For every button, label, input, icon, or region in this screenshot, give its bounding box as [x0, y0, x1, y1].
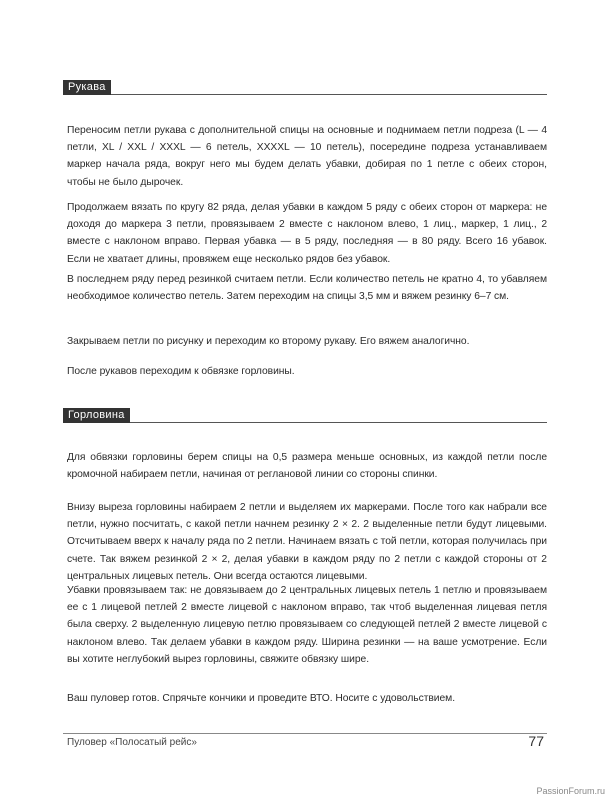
page-number: 77	[528, 733, 544, 749]
footer-rule	[63, 733, 547, 734]
paragraph: Закрываем петли по рисунку и переходим ко второму рукаву. Его вяжем аналогично.	[67, 336, 470, 347]
paragraph: После рукавов переходим к обвязке горловины.	[67, 366, 295, 377]
section-title: Рукава	[63, 80, 111, 95]
paragraph: В последнем ряду перед резинкой считаем петли. Если количество петель не кратно 4, то убавляем необходимое количество петель. Затем переходим на спицы 3,5 мм и вяжем резинку 6–7 см.	[67, 274, 547, 303]
section-title: Горловина	[63, 408, 130, 423]
section-header-neckline	[63, 408, 547, 423]
paragraph: Для обвязки горловины берем спицы на 0,5 размера меньше основных, из каждой петли после кромочной набираем петли, начиная от реглановой линии со стороны спинки.	[67, 452, 547, 481]
section-rule	[63, 422, 547, 423]
section-header-sleeves	[63, 80, 547, 95]
paragraph: Убавки провязываем так: не довязываем до 2 центральных лицевых петель 1 петлю и провязываем ее с 1 лицевой петлей 2 вместе лицевой с наклоном вправо, так чтоб выделенная лицевая петля была сверху. 2 выделенную лицевую петлю провязываем со следующей петлей 2 вместе лицевой с наклоном влево. Так делаем убавки в каждом ряду. Ширина резинки — на ваше усмотрение. Если вы хотите неглубокий вырез горловины, свяжите обвязку шире.	[67, 585, 547, 665]
paragraph: Ваш пуловер готов. Спрячьте кончики и проведите ВТО. Носите с удовольствием.	[67, 693, 456, 704]
footer-title: Пуловер «Полосатый рейс»	[67, 737, 197, 748]
paragraph: Переносим петли рукава с дополнительной спицы на основные и поднимаем петли подреза (L — 4 петли, XL / XXL / XXXL — 6 петель, XXXXL — 10 петель), посередине подреза устанавливаем маркер начала ряда, вокруг него мы будем делать убавки, добирая по 1 петле с обеих сторон, чтобы не было дырочек.	[67, 125, 547, 188]
section-rule	[63, 94, 547, 95]
paragraph: Внизу выреза горловины набираем 2 петли и выделяем их маркерами. После того как набрали все петли, нужно посчитать, с какой петли начнем резинку 2 × 2. 2 выделенные петли будут лицевыми. Отсчитываем вверх к началу ряда по 2 петли. Начинаем вязать с той петли, которая получилась при счете. Так вяжем резинкой 2 × 2, делая убавки в каждом ряду по 2 петли с каждой стороны от 2 центральных лицевых петель. Они всегда остаются лицевыми.	[67, 502, 547, 582]
watermark: PassionForum.ru	[536, 786, 605, 796]
paragraph: Продолжаем вязать по кругу 82 ряда, делая убавки в каждом 5 ряду с обеих сторон от маркера: не доходя до маркера 3 петли, провязываем 2 вместе с наклоном влево, 1 лиц., маркер, 1 лиц., 2 вместе с наклоном вправо. Первая убавка — в 5 ряду, последняя — в 80 ряду. Всего 16 убавок. Если не хватает длины, провяжем еще несколько рядов без убавок.	[67, 202, 547, 265]
